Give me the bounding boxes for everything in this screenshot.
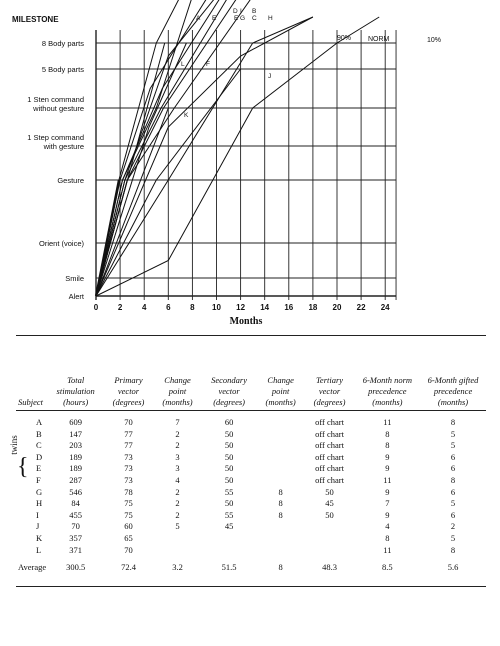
series-label-I: I — [240, 8, 242, 15]
cell-secondary: 50 — [224, 440, 234, 451]
series-label-G: G — [240, 15, 246, 22]
cell-tertiary: 48.3 — [322, 562, 337, 573]
cell-cp1: 2 — [175, 509, 180, 520]
series-label-H: H — [268, 15, 273, 22]
column-header-tertiary: Tertiary vector (degrees) — [313, 375, 346, 407]
cell-secondary: 50 — [224, 463, 234, 474]
cell-gifted: 2 — [450, 521, 456, 532]
table-top-rule — [16, 335, 486, 336]
cell-cp1: 3 — [175, 463, 180, 474]
subject-table — [16, 350, 486, 574]
cell-total: 147 — [69, 428, 83, 439]
cell-cp1: 2 — [175, 486, 180, 497]
y-axis-title: MILESTONE — [12, 15, 59, 24]
x-tick-label: 14 — [260, 303, 270, 312]
cell-cp2 — [257, 521, 304, 533]
cell-gifted: 5 — [450, 532, 456, 543]
cell-cp1 — [154, 545, 201, 557]
cell-subject: B — [36, 428, 42, 439]
x-tick-labels — [94, 303, 390, 312]
cell-secondary — [201, 533, 257, 545]
cell-norm: 8 — [385, 428, 390, 439]
cell-norm: 4 — [385, 521, 390, 532]
table-header-row — [16, 350, 486, 411]
cell-norm: 9 — [385, 463, 390, 474]
series-label-E: E — [212, 15, 217, 22]
column-header-norm: 6-Month norm precedence (months) — [362, 375, 413, 407]
cell-total: 546 — [69, 486, 83, 497]
cell-norm: 9 — [385, 486, 390, 497]
cell-subject: C — [36, 440, 42, 451]
table-row — [16, 521, 486, 533]
y-tick-label: Alert — [68, 292, 84, 301]
cell-cp1: 3.2 — [172, 562, 183, 573]
column-header-total: Total stimulation (hours) — [56, 375, 95, 407]
cell-norm: 11 — [383, 544, 392, 555]
cell-primary: 75 — [124, 498, 133, 509]
cell-cp1: 4 — [175, 474, 180, 485]
cell-tertiary — [304, 533, 354, 545]
cell-secondary: 55 — [224, 486, 234, 497]
cell-tertiary: off chart — [315, 463, 344, 474]
y-tick-label: without gesture — [33, 104, 84, 113]
series-label-J: J — [268, 73, 272, 80]
x-axis-title: Months — [229, 316, 263, 327]
x-tick-label: 22 — [356, 303, 366, 312]
series-label-B: B — [252, 8, 257, 15]
cell-subject: K — [36, 532, 43, 543]
cell-subject: J — [36, 521, 40, 532]
y-tick-label: Gesture — [57, 176, 84, 185]
table-row — [16, 533, 486, 545]
cell-subject: Average — [18, 562, 47, 573]
x-tick-label: 4 — [141, 303, 147, 312]
cell-subject: I — [36, 509, 39, 520]
y-tick-label: Smile — [65, 274, 84, 283]
x-tick-label: 16 — [284, 303, 294, 312]
cell-norm: 9 — [385, 509, 390, 520]
cell-secondary: 60 — [224, 417, 234, 427]
cell-total: 70 — [71, 521, 80, 532]
series-label-E2: E — [234, 15, 239, 22]
annotation-90pct: 90% — [337, 35, 352, 42]
cell-cp2 — [257, 475, 304, 487]
cell-subject: G — [36, 486, 43, 497]
cell-cp2 — [257, 533, 304, 545]
cell-tertiary: 50 — [325, 486, 334, 497]
cell-secondary — [201, 545, 257, 557]
series-line-K — [96, 108, 168, 296]
y-tick-label: with gesture — [43, 142, 84, 151]
cell-secondary: 55 — [224, 509, 234, 520]
column-header-cp2: Change point (months) — [265, 375, 296, 407]
column-header-primary: Primary vector (degrees) — [112, 375, 145, 407]
table-row — [16, 487, 486, 499]
cell-gifted: 8 — [450, 544, 456, 555]
column-header-subject: Subject — [18, 397, 44, 407]
series-label-C: C — [252, 15, 257, 22]
cell-primary: 70 — [124, 544, 133, 555]
cell-norm: 11 — [383, 417, 392, 427]
annotation-norm: NORM — [368, 36, 390, 43]
cell-total: 84 — [71, 498, 80, 509]
cell-norm: 11 — [383, 474, 392, 485]
cell-tertiary: off chart — [315, 440, 344, 451]
x-tick-label: 20 — [332, 303, 342, 312]
cell-primary: 77 — [124, 440, 133, 451]
series-line-A — [96, 0, 180, 296]
extra-series-line — [96, 43, 186, 296]
cell-norm: 8.5 — [382, 562, 393, 573]
series-label-K: K — [184, 112, 189, 119]
cell-gifted: 6 — [450, 486, 456, 497]
y-tick-label: 8 Body parts — [41, 39, 84, 48]
cell-gifted: 8 — [450, 417, 456, 427]
table-row — [16, 498, 486, 510]
cell-subject: D — [36, 451, 43, 462]
cell-primary: 78 — [124, 486, 133, 497]
table-bottom-rule — [16, 586, 486, 587]
cell-tertiary — [304, 545, 354, 557]
cell-subject: L — [36, 544, 42, 555]
cell-total: 287 — [69, 474, 83, 485]
table-row — [16, 545, 486, 557]
cell-gifted: 6 — [450, 463, 456, 474]
series-line-90pct — [96, 17, 313, 296]
x-tick-label: 10 — [212, 303, 221, 312]
y-tick-labels — [27, 39, 85, 301]
cell-subject: A — [36, 417, 43, 427]
cell-total: 189 — [69, 451, 83, 462]
cell-tertiary: 45 — [325, 498, 334, 509]
cell-norm: 8 — [385, 532, 390, 543]
cell-total: 300.5 — [66, 562, 86, 573]
cell-secondary: 45 — [224, 521, 234, 532]
column-header-secondary: Secondary vector (degrees) — [211, 375, 248, 407]
cell-gifted: 6 — [450, 509, 456, 520]
cell-total: 455 — [69, 509, 83, 520]
twins-label: twins — [8, 435, 19, 455]
cell-primary: 70 — [124, 417, 133, 427]
cell-cp2: 8 — [278, 498, 283, 509]
cell-gifted: 8 — [450, 474, 456, 485]
cell-primary: 73 — [124, 463, 133, 474]
table-row — [16, 510, 486, 522]
x-tick-label: 0 — [93, 303, 99, 312]
cell-cp2: 8 — [278, 562, 283, 573]
cell-secondary: 50 — [224, 498, 234, 509]
cell-norm: 7 — [385, 498, 390, 509]
cell-total: 609 — [69, 417, 83, 427]
cell-cp2 — [257, 429, 304, 441]
series-label-F: F — [206, 61, 210, 68]
cell-secondary: 51.5 — [221, 562, 237, 573]
table-row — [16, 440, 486, 452]
y-tick-label: 1 Sten command — [27, 95, 84, 104]
cell-tertiary: off chart — [315, 428, 344, 439]
cell-cp1: 7 — [175, 417, 180, 427]
cell-cp2 — [257, 545, 304, 557]
cell-primary: 60 — [124, 521, 133, 532]
cell-tertiary — [304, 521, 354, 533]
early-bold-segment — [96, 180, 119, 296]
x-tick-label: 8 — [190, 303, 195, 312]
cell-secondary: 50 — [224, 451, 234, 462]
cell-cp1: 2 — [175, 428, 180, 439]
cell-cp2: 8 — [278, 486, 283, 497]
cell-total: 203 — [69, 440, 83, 451]
cell-cp2 — [257, 452, 304, 464]
cell-gifted: 6 — [450, 451, 456, 462]
cell-cp2: 8 — [278, 509, 283, 520]
cell-cp1: 2 — [175, 498, 180, 509]
cell-norm: 9 — [385, 451, 390, 462]
cell-cp1 — [154, 533, 201, 545]
cell-gifted: 5.6 — [447, 562, 459, 573]
cell-gifted: 5 — [450, 428, 456, 439]
series-label-D: D — [233, 8, 238, 15]
cell-secondary: 50 — [224, 428, 234, 439]
x-tick-label: 2 — [117, 303, 123, 312]
cell-cp2 — [257, 463, 304, 475]
cell-primary: 73 — [124, 451, 133, 462]
table-row — [16, 475, 486, 487]
cell-total: 189 — [69, 463, 83, 474]
annotation-10pct: 10% — [427, 37, 442, 44]
y-tick-label: 1 Step command — [27, 133, 84, 142]
cell-subject: E — [36, 463, 42, 474]
cell-tertiary: off chart — [315, 474, 344, 485]
table-row — [16, 452, 486, 464]
chart-grid — [96, 30, 396, 300]
table-row — [16, 417, 486, 429]
extra-series-line — [96, 17, 313, 296]
cell-primary: 65 — [124, 532, 133, 543]
y-tick-label: Orient (voice) — [38, 239, 84, 248]
cell-cp1: 5 — [175, 521, 180, 532]
cell-tertiary: off chart — [315, 417, 344, 427]
x-tick-label: 24 — [380, 303, 390, 312]
cell-subject: H — [36, 498, 43, 509]
cell-primary: 72.4 — [121, 562, 136, 573]
twins-brace: { — [17, 454, 29, 480]
cell-primary: 77 — [124, 428, 133, 439]
series-label-A: A — [196, 15, 201, 22]
column-header-gifted: 6-Month gifted precedence (months) — [427, 375, 479, 407]
cell-tertiary: 50 — [325, 509, 334, 520]
cell-tertiary: off chart — [315, 451, 344, 462]
cell-subject: F — [36, 474, 41, 485]
cell-gifted: 5 — [450, 440, 456, 451]
cell-cp2 — [257, 417, 304, 429]
cell-total: 357 — [69, 532, 83, 543]
x-tick-label: 18 — [308, 303, 318, 312]
x-tick-label: 6 — [166, 303, 171, 312]
cell-secondary: 50 — [224, 474, 234, 485]
cell-gifted: 5 — [450, 498, 456, 509]
column-header-cp1: Change point (months) — [162, 375, 193, 407]
cell-primary: 73 — [124, 474, 133, 485]
cell-total: 371 — [69, 544, 83, 555]
cell-cp1: 3 — [175, 451, 180, 462]
cell-primary: 75 — [124, 509, 133, 520]
series-label-L: L — [181, 61, 185, 68]
series-line-I — [96, 0, 229, 296]
cell-norm: 8 — [385, 440, 390, 451]
x-tick-label: 12 — [236, 303, 246, 312]
cell-cp1: 2 — [175, 440, 180, 451]
average-row — [16, 562, 486, 574]
cell-cp2 — [257, 440, 304, 452]
series-line-L — [96, 43, 165, 296]
table-row — [16, 429, 486, 441]
y-tick-label: 5 Body parts — [41, 65, 84, 74]
table-row — [16, 463, 486, 475]
